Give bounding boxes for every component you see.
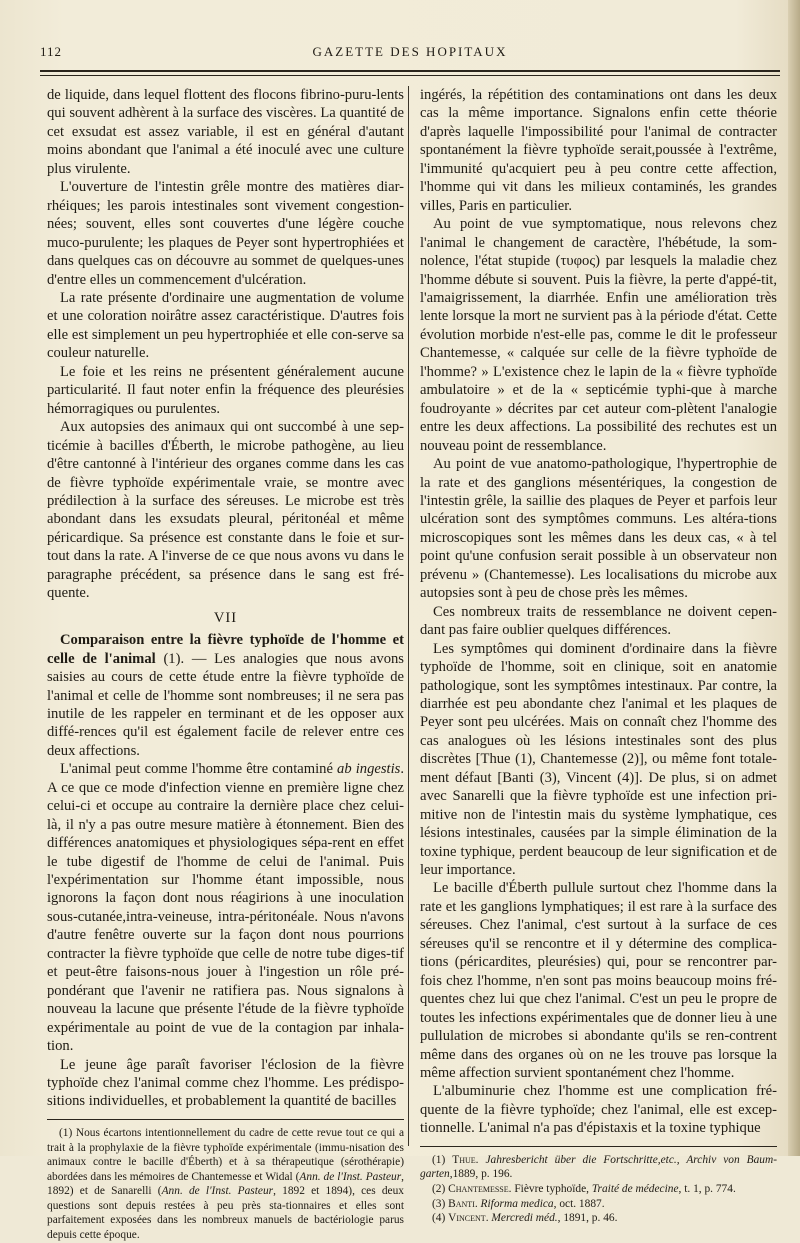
footnote	[420, 1197, 777, 1212]
footnote-text: , 1892) et de Sanarelli (	[47, 1170, 404, 1198]
footnote-rule	[47, 1119, 404, 1120]
footnote-text: ,1889, p. 196.	[449, 1168, 513, 1181]
author-name: Chantemesse	[448, 1183, 509, 1196]
left-column	[47, 86, 404, 1243]
citation-title: Ann. de l'Inst. Pasteur	[161, 1185, 274, 1198]
citation-title: Mercredi méd.	[491, 1212, 558, 1225]
footnote-text: (4)	[432, 1212, 449, 1225]
section-number: VII	[213, 609, 238, 626]
footnote-text: . Fièvre typhoïde,	[508, 1183, 592, 1196]
paragraph: Aux autopsies des animaux qui ont succombé à une sep-ticémie à bacilles d'Éberth, le microbe pathogène, au lieu d'être cantonné à l'intérieur des organes comme dans les cas de fièvre typhoïde expérimentale vraie, se montre avec prédilection à la surface des séreuses. Le microbe est très abondant dans les exsudats pleural, péritonéal et même péricardique. Sa présence est constante dans le foie et sur-tout dans la rate. A l'inverse de ce que nous avons vu dans le paragraphe précédent, sa présence dans le sang est fré-quente.	[47, 419, 404, 602]
footnote	[420, 1153, 777, 1182]
footnote-text: (2)	[432, 1183, 449, 1196]
header-rule-thick	[40, 70, 780, 72]
author-name: Vincent	[448, 1212, 486, 1225]
right-column	[420, 86, 777, 1226]
footnote-text: .	[475, 1153, 486, 1166]
header-rule-thin	[40, 75, 780, 76]
footnote-rule	[420, 1146, 777, 1147]
footnote-text: , t. 1, p. 774.	[678, 1183, 736, 1196]
paragraph-text: . A ce que ce mode d'infection vienne en première ligne chez celui-ci et occupe au contraire la dernière place chez celui-là, il n'y a pas outre mesure matière à étonnement. Bien des différences anatomiques et physiologiques sépa-rent en effet le tube digestif de l'homme de celui de l'animal. Puis l'expérimentation sur l'homme étant impossible, nous ignorons la façon dont nous réagirions à une inoculation sous-cutanée,intra-veineuse, intra-péritonéale. Nous n'avons d'autre fenêtre ouverte sur la façon dont nous pourrions contracter la fièvre typhoïde que celle de notre tube diges-tif et peut-être faisons-nous jouer à l'ingestion un rôle pré-pondérant que l'avenir ne ratifiera pas. Nous signalons à nouveau la lacune que présente l'étude de la fièvre typhoïde expérimentale au point de vue de la contagion par inhala-tion.	[47, 761, 404, 1055]
paragraph: Le jeune âge paraît favoriser l'éclosion de la fièvre typhoïde chez l'animal comme chez l'homme. Les prédispo-sitions individuelles, et probablement la quantité de bacilles	[47, 1056, 404, 1110]
footnote	[420, 1211, 777, 1226]
section-opening-paragraph	[47, 631, 404, 760]
citation-title: Riforma medica	[480, 1197, 554, 1210]
paragraph: Le foie et les reins ne présentent généralement aucune particularité. Il faut noter enfin la fréquence des pleurésies hémorragiques ou purulentes.	[47, 363, 404, 417]
footnotes-left	[47, 1126, 404, 1243]
author-name: Thue	[452, 1153, 476, 1166]
citation-title: Jahresbericht über die Fortschritte,etc., Archiv von Baum-garten	[420, 1153, 777, 1181]
footnote-text: , oct. 1887.	[553, 1197, 605, 1210]
section-heading: Comparaison entre la fièvre typhoïde de l'homme et celle de l'animal	[47, 632, 404, 667]
paragraph: Au point de vue anatomo-pathologique, l'hypertrophie de la rate et des ganglions mésentériques, la congestion de l'intestin grêle, la saillie des plaques de Peyer et parfois leur ulcération sont des symptômes communs. Les altéra-tions microscopiques sont les mêmes dans les deux cas, « à tel point qu'une confusion serait possible à un observateur non prévenu » (Chantemesse). Les localisations du microbe aux autopsies sont à peu de chose près les mêmes.	[420, 456, 777, 602]
author-name: Banti	[448, 1197, 475, 1210]
footnote	[47, 1126, 404, 1243]
citation-title: Ann. de l'Inst. Pasteur	[299, 1170, 402, 1183]
footnote-text: .	[474, 1197, 481, 1210]
latin-term: ab ingestis	[337, 761, 401, 778]
column-divider	[408, 86, 409, 1146]
page-spine-edge	[788, 0, 800, 1156]
footnote-text: (1)	[432, 1153, 453, 1166]
footnote-text: (1) Nous écartons intentionnellement du cadre de cette revue tout ce qui a trait à la prophylaxie de la fièvre typhoïde expérimentale (immu-nisation des animaux contre le bacille d'Éberth) et à sa thérapeutique (sérothérapie) abordées dans les mémoires de Chantemesse et Widal (	[47, 1126, 404, 1183]
paragraph: Au point de vue symptomatique, nous relevons chez l'animal le changement de caractère, l'hébétude, la som-nolence, l'état stupide (τυφος) par lesquels la maladie chez l'homme débute si souvent. Puis la fièvre, la perte d'appé-tit, l'amaigrissement, la diarrhée. Enfin une amélioration très lente lorsque la mort ne survient pas à la période d'état. Cette évolution morbide n'est-elle pas, comme le dit le professeur Chantemesse, « calquée sur celle de la fièvre typhoïde de l'homme? » L'existence chez le lapin de la « fièvre typhoïde ambulatoire » et de la « septicémie typhi-que à marche foudroyante » décrites par cet auteur com-plètent l'analogie entre les deux affections. La possibilité des rechutes est un nouveau point de ressemblance.	[420, 216, 777, 454]
footnotes-right	[420, 1153, 777, 1226]
paragraph: La rate présente d'ordinaire une augmentation de volume et une coloration noirâtre assez caractéristique. D'autres fois elle est simplement un peu hypertrophiée et elle con-serve sa couleur naturelle.	[47, 289, 404, 362]
journal-title: GAZETTE DES HOPITAUX	[312, 44, 508, 59]
paragraph: Le bacille d'Éberth pullule surtout chez l'homme dans la rate et les ganglions lymphatiques; il est rare à la surface des séreuses. Chez l'animal, c'est surtout à la surface de ces séreuses qu'il se rencontre et il y détermine des complica-tions (péricardites, pleurésies) qui, pour se rencontrer par-fois chez l'homme, n'en sont pas moins beaucoup moins fré-quentes chez lui que chez l'animal. C'est un peu le propre de toutes les infections expérimentales que de donner lieu à une pullulation de microbes si abondante qu'ils se ren-contrent même dans des organes où on ne les trouve pas lorsque la même affection survient spontanément chez l'homme.	[420, 880, 777, 1082]
citation-title: Traité de médecine	[591, 1183, 679, 1196]
footnote-text: , 1891, p. 46.	[557, 1212, 618, 1225]
paragraph-text: Les analogies que nous avons saisies au cours de cette étude entre la fièvre typhoïde de l'animal et celle de l'homme sont nombreuses; il ne sera pas inutile de les rappeler en terminant et de les opposer aux diffé-rences qu'il est également facile de relever entre ces deux affections.	[47, 650, 404, 759]
page-number: 112	[40, 44, 63, 59]
paragraph: Les symptômes qui dominent d'ordinaire dans la fièvre typhoïde de l'homme, soit en clinique, soit en anatomie pathologique, sont les symptômes intestinaux. Par contre, la diarrhée est peu abondante chez l'animal et les plaques de Peyer sont peu ulcérées. Mais on connaît chez l'homme des cas analogues où les lésions intestinales sont des plus discrètes [Thue (1), Chantemesse (2)], ou même font totale-ment défaut [Banti (3), Vincent (4)]. De plus, si on admet avec Sanarelli que la fièvre typhoïde est une infection pri-mitive non de l'intestin mais du système lymphatique, ces lésions intestinales, causées par la simple élimination de la toxine typhique, perdent beaucoup de leur signification et de leur importance.	[420, 640, 777, 879]
paragraph-text: L'animal peut comme l'homme être contaminé	[60, 761, 338, 778]
paragraph: Ces nombreux traits de ressemblance ne doivent cepen-dant pas faire oublier quelques différences.	[420, 603, 777, 639]
footnote-text: , 1892 et 1894), ces deux questions sont depuis restées à peu près sta-tionnaires et elles sont parfaitement exposées dans les nombreux manuels de bactériologie parus depuis cette époque.	[47, 1185, 405, 1242]
paragraph	[47, 760, 404, 1055]
paragraph: ingérés, la répétition des contaminations ont dans les deux cas la même importance. Signalons enfin cette théorie d'après laquelle l'impossibilité pour l'animal de contracter spontanément la fièvre typhoïde serait,poussée à l'extrême, l'immunité qu'acquiert peu à peu contre cette affection, l'homme qui vit dans les milieux contaminés, les grandes villes, Paris en particulier.	[420, 87, 777, 214]
paragraph: de liquide, dans lequel flottent des flocons fibrino-puru-lents qui souvent adhèrent à la surface des viscères. La quantité de cet exsudat est assez variable, il est en général d'autant moins abondant que l'animal a été inoculé avec une culture plus virulente.	[47, 87, 404, 177]
paragraph: L'albuminurie chez l'homme est une complication fré-quente de la fièvre typhoïde; chez l'animal, elle est excep-tionnelle. L'animal n'a pas d'épistaxis et la toxine typhique	[420, 1083, 777, 1137]
footnote	[420, 1182, 777, 1197]
footnote-text: (3)	[432, 1197, 449, 1210]
heading-footnote-ref: (1). —	[155, 650, 215, 667]
running-header	[40, 44, 780, 66]
footnote-text: .	[485, 1212, 492, 1225]
paragraph: L'ouverture de l'intestin grêle montre des matières diar-rhéiques; les parois intestinales sont vivement congestion-nées; souvent, elles sont couvertes d'une légère couche muco-purulente; les plaques de Peyer sont hypertrophiées et dans quelques cas on découvre au sommet de quelques-unes d'entre elles un commencement d'ulcération.	[47, 179, 404, 288]
